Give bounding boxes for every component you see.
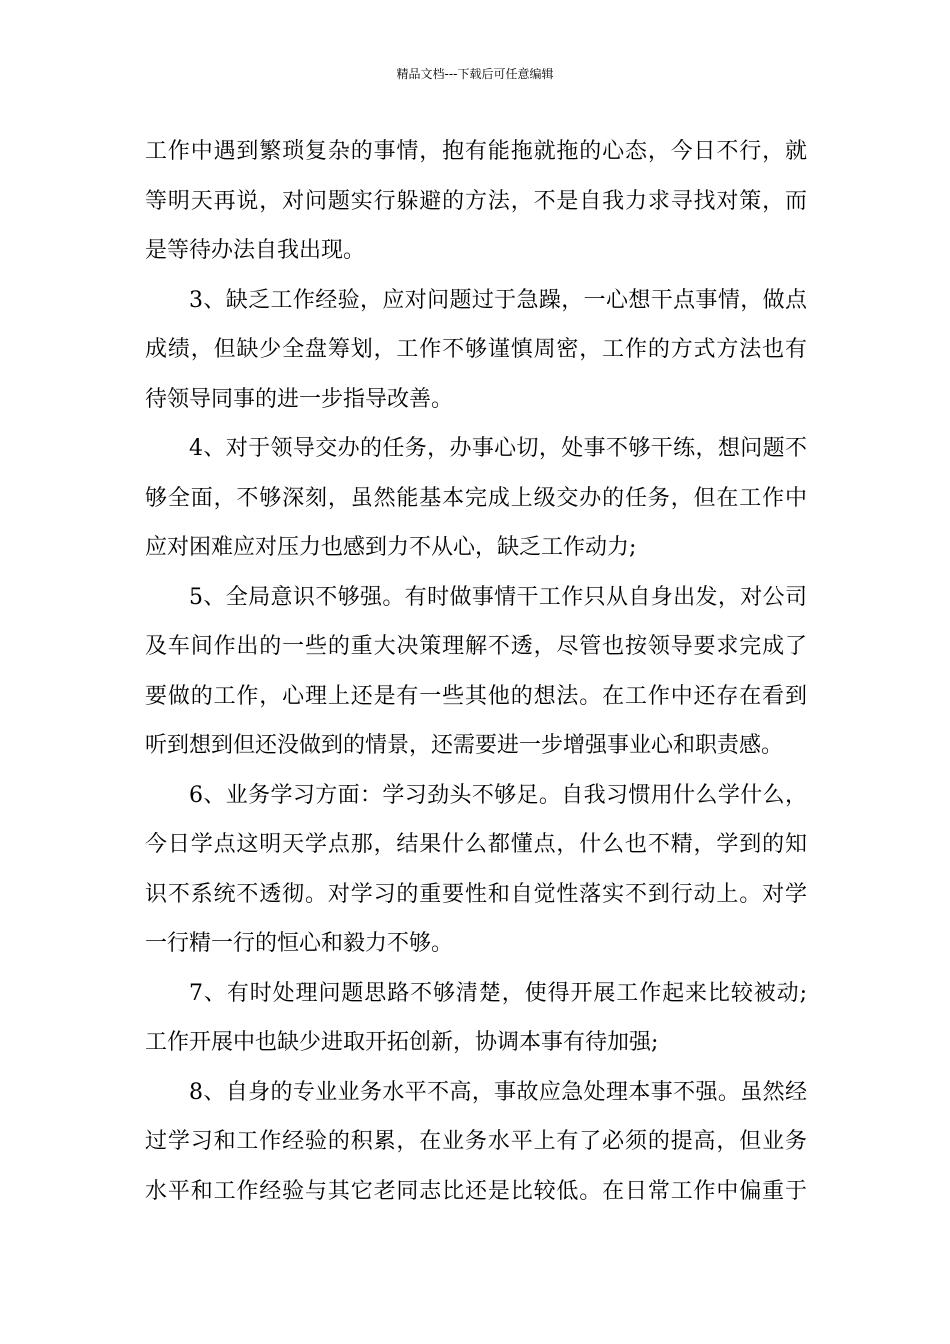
page-header: 精品文档---下载后可任意编辑 bbox=[396, 67, 554, 81]
text-line: 应对困难应对压力也感到力不从心，缺乏工作动力; bbox=[145, 535, 637, 560]
text-line: 工作中遇到繁琐复杂的事情，抱有能拖就拖的心态，今日不行，就 bbox=[145, 139, 807, 164]
text-line: 6、业务学习方面：学习劲头不够足。自我习惯用什么学什么， bbox=[189, 782, 807, 808]
paragraph bbox=[145, 424, 807, 573]
text-line: 待领导同事的进一步指导改善。 bbox=[145, 386, 454, 412]
paragraph bbox=[145, 969, 807, 1068]
text-line: 成绩，但缺少全盘筹划，工作不够谨慎周密，工作的方式方法也有 bbox=[145, 337, 807, 362]
text-line: 7、有时处理问题思路不够清楚，使得开展工作起来比较被动; bbox=[189, 980, 807, 1006]
text-line: 是等待办法自我出现。 bbox=[145, 238, 366, 263]
text-line: 水平和工作经验与其它老同志比还是比较低。在日常工作中偏重于 bbox=[145, 1178, 807, 1204]
paragraph bbox=[145, 1068, 807, 1217]
text-line: 要做的工作，心理上还是有一些其他的想法。在工作中还存在看到 bbox=[145, 683, 807, 709]
paragraph bbox=[145, 276, 807, 425]
text-line: 识不系统不透彻。对学习的重要性和自觉性落实不到行动上。对学 bbox=[145, 881, 807, 907]
text-line: 3、缺乏工作经验，应对问题过于急躁，一心想干点事情，做点 bbox=[189, 287, 807, 313]
text-line: 今日学点这明天学点那，结果什么都懂点，什么也不精，学到的知 bbox=[145, 832, 807, 857]
document-body bbox=[145, 127, 807, 1216]
text-line: 8、自身的专业业务水平不高，事故应急处理本事不强。虽然经 bbox=[189, 1079, 807, 1105]
text-line: 5、全局意识不够强。有时做事情干工作只从自身出发，对公司 bbox=[189, 584, 807, 610]
text-line: 及车间作出的一些的重大决策理解不透，尽管也按领导要求完成了 bbox=[145, 634, 807, 659]
text-line: 4、对于领导交办的任务，办事心切，处事不够干练，想问题不 bbox=[189, 436, 807, 461]
text-line: 一行精一行的恒心和毅力不够。 bbox=[145, 931, 454, 956]
text-line: 等明天再说，对问题实行躲避的方法，不是自我力求寻找对策，而 bbox=[145, 188, 807, 214]
text-line: 工作开展中也缺少进取开拓创新，协调本事有待加强; bbox=[145, 1030, 659, 1055]
text-line: 够全面，不够深刻，虽然能基本完成上级交办的任务，但在工作中 bbox=[145, 485, 807, 511]
paragraph bbox=[145, 127, 807, 276]
text-line: 过学习和工作经验的积累，在业务水平上有了必须的提高，但业务 bbox=[145, 1129, 807, 1154]
paragraph bbox=[145, 573, 807, 771]
text-line: 听到想到但还没做到的情景，还需要进一步增强事业心和职责感。 bbox=[145, 733, 784, 758]
paragraph bbox=[145, 771, 807, 969]
